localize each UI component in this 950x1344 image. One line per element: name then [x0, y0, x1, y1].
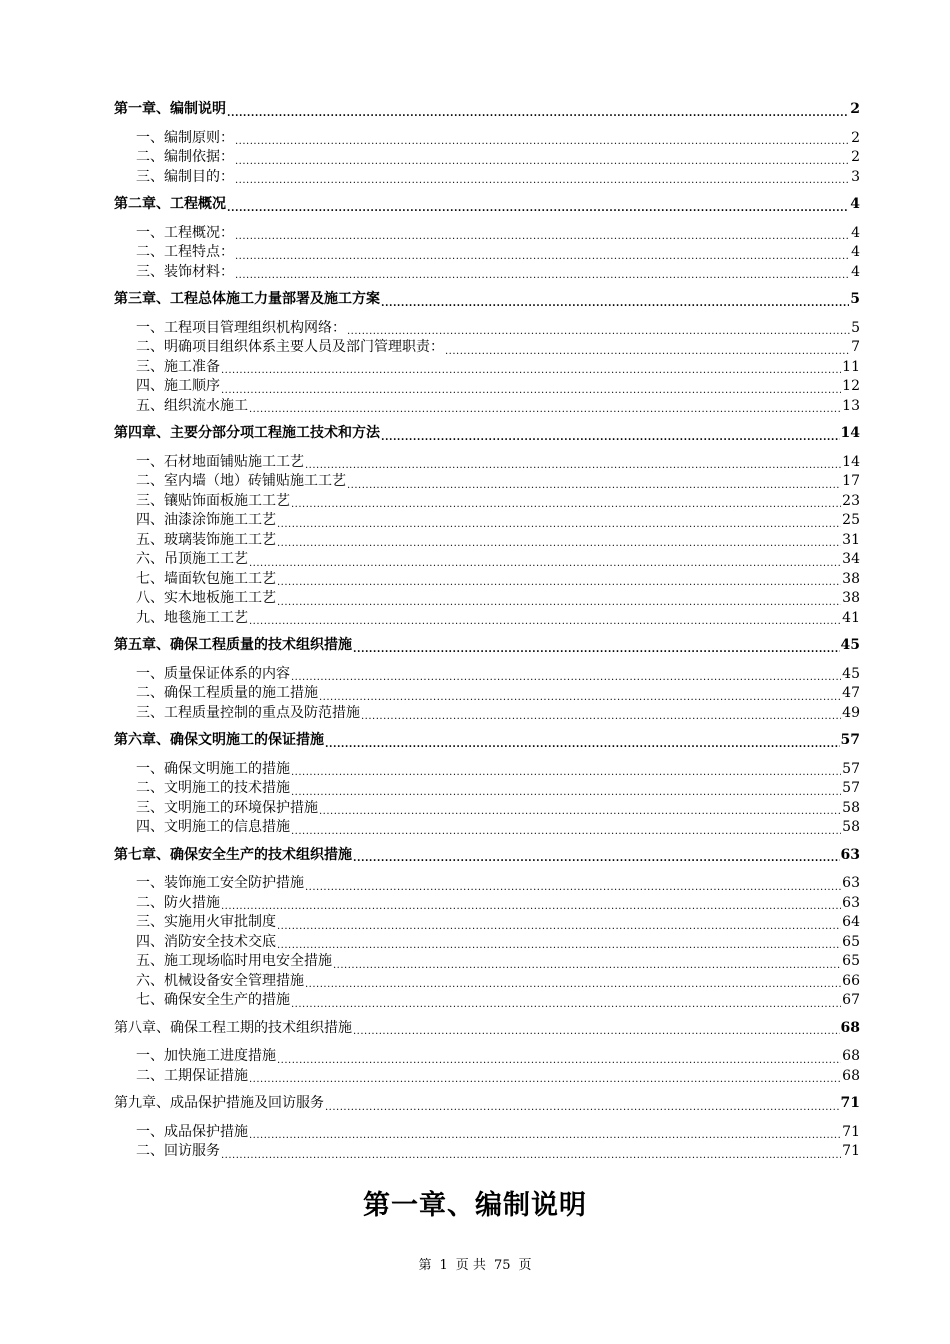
- toc-chapter-entry-label: 第四章、主要分部分项工程施工技术和方法: [114, 425, 380, 441]
- toc-section-entry-page-number: 5: [851, 319, 860, 336]
- dot-leader: [249, 1130, 841, 1142]
- dot-leader: [227, 108, 849, 120]
- toc-section-entry-label: 二、工程特点：: [136, 244, 234, 260]
- toc-chapter-entry[interactable]: [114, 195, 860, 215]
- toc-section-entry-label: 二、文明施工的技术措施: [136, 780, 290, 796]
- table-of-contents: [114, 100, 860, 1162]
- toc-chapter-entry[interactable]: [114, 100, 860, 120]
- toc-section-entry-page-number: 38: [842, 590, 860, 606]
- toc-section-entry-page-number: 25: [842, 512, 860, 528]
- chapter-heading: 第一章、编制说明: [363, 1190, 587, 1221]
- footer-suffix: 页: [518, 1258, 532, 1273]
- dot-leader: [347, 326, 850, 338]
- toc-section-entry-label: 二、编制依据：: [136, 149, 234, 165]
- toc-section-entry[interactable]: [114, 453, 860, 473]
- toc-section-entry[interactable]: [114, 397, 860, 417]
- toc-section-entry-label: 七、墙面软包施工工艺: [136, 570, 276, 587]
- toc-section-entry-page-number: 57: [842, 760, 860, 777]
- toc-section-entry-label: 八、实木地板施工工艺: [136, 590, 276, 606]
- dot-leader: [277, 921, 841, 933]
- toc-chapter-entry-label: 第五章、确保工程质量的技术组织措施: [114, 637, 352, 653]
- dot-leader: [445, 346, 850, 358]
- dot-leader: [291, 999, 841, 1011]
- dot-leader: [333, 960, 841, 972]
- toc-section-entry[interactable]: [114, 1067, 860, 1087]
- toc-section-entry[interactable]: [114, 1123, 860, 1143]
- toc-section-entry-label: 二、回访服务: [136, 1143, 220, 1159]
- dot-leader: [381, 432, 840, 444]
- toc-section-entry[interactable]: [114, 168, 860, 188]
- toc-chapter-entry-page-number: 2: [850, 101, 860, 117]
- toc-section-entry[interactable]: [114, 511, 860, 531]
- footer-current-page: 1: [439, 1258, 448, 1273]
- toc-section-entry[interactable]: [114, 933, 860, 953]
- footer-total-pages: 75: [493, 1258, 511, 1273]
- toc-section-entry-label: 三、工程质量控制的重点及防范措施: [136, 704, 360, 721]
- toc-section-entry-label: 三、镶贴饰面板施工工艺: [136, 492, 290, 509]
- toc-section-entry-label: 五、玻璃装饰施工工艺: [136, 531, 276, 548]
- toc-section-entry-label: 四、消防安全技术交底: [136, 933, 276, 950]
- toc-section-entry-label: 五、组织流水施工: [136, 397, 248, 414]
- toc-chapter-entry-page-number: 14: [840, 425, 860, 441]
- footer-mid: 页 共: [455, 1258, 486, 1273]
- toc-section-entry[interactable]: [114, 913, 860, 933]
- toc-section-entry[interactable]: [114, 129, 860, 149]
- toc-section-entry-label: 三、文明施工的环境保护措施: [136, 799, 318, 816]
- toc-chapter-entry-page-number: 63: [840, 846, 860, 863]
- dot-leader: [305, 460, 841, 472]
- toc-chapter-entry-label: 第二章、工程概况: [114, 196, 226, 212]
- dot-leader: [277, 519, 841, 531]
- toc-section-entry-label: 一、加快施工进度措施: [136, 1048, 276, 1064]
- dot-leader: [235, 231, 850, 243]
- toc-chapter-entry-label: 第七章、确保安全生产的技术组织措施: [114, 846, 352, 863]
- toc-chapter-entry[interactable]: [114, 846, 860, 866]
- dot-leader: [291, 767, 841, 779]
- toc-section-entry-page-number: 11: [842, 358, 860, 375]
- toc-section-entry-label: 一、成品保护措施: [136, 1123, 248, 1140]
- toc-section-entry-page-number: 41: [842, 609, 860, 626]
- toc-section-entry-page-number: 2: [851, 129, 860, 146]
- toc-section-entry-label: 三、实施用火审批制度: [136, 914, 276, 930]
- toc-section-entry[interactable]: [114, 991, 860, 1011]
- dot-leader: [277, 577, 841, 589]
- toc-section-entry[interactable]: [114, 319, 860, 339]
- page-footer: [0, 1254, 950, 1273]
- dot-leader: [235, 175, 850, 187]
- toc-section-entry-label: 一、装饰施工安全防护措施: [136, 875, 304, 891]
- toc-chapter-entry-label: 第六章、确保文明施工的保证措施: [114, 732, 324, 748]
- toc-section-entry[interactable]: [114, 779, 860, 799]
- toc-section-entry[interactable]: [114, 665, 860, 685]
- dot-leader: [291, 499, 841, 511]
- dot-leader: [325, 739, 840, 751]
- toc-section-entry-label: 九、地毯施工工艺: [136, 609, 248, 626]
- toc-section-entry-page-number: 66: [842, 972, 860, 989]
- toc-section-entry-page-number: 63: [842, 875, 860, 891]
- dot-leader: [353, 1026, 840, 1038]
- toc-chapter-entry-label: 第八章、确保工程工期的技术组织措施: [114, 1019, 352, 1036]
- toc-section-entry[interactable]: [114, 243, 860, 263]
- dot-leader: [291, 826, 841, 838]
- toc-section-entry-page-number: 38: [842, 570, 860, 587]
- toc-section-entry[interactable]: [114, 894, 860, 914]
- toc-chapter-entry[interactable]: [114, 424, 860, 444]
- dot-leader: [277, 597, 841, 609]
- toc-section-entry-label: 三、施工准备: [136, 358, 220, 375]
- toc-section-entry-label: 七、确保安全生产的措施: [136, 992, 290, 1008]
- toc-section-entry-page-number: 68: [842, 1067, 860, 1084]
- toc-section-entry[interactable]: [114, 799, 860, 819]
- toc-section-entry-page-number: 64: [842, 914, 860, 930]
- dot-leader: [347, 480, 841, 492]
- dot-leader: [221, 1150, 841, 1162]
- toc-section-entry[interactable]: [114, 972, 860, 992]
- dot-leader: [291, 672, 841, 684]
- dot-leader: [361, 711, 841, 723]
- toc-section-entry-page-number: 65: [842, 933, 860, 950]
- toc-section-entry-label: 二、确保工程质量的施工措施: [136, 685, 318, 701]
- toc-chapter-entry[interactable]: [114, 1019, 860, 1039]
- toc-section-entry[interactable]: [114, 492, 860, 512]
- dot-leader: [319, 806, 841, 818]
- toc-chapter-entry-page-number: 57: [840, 732, 860, 748]
- dot-leader: [227, 203, 849, 215]
- dot-leader: [353, 853, 840, 865]
- toc-section-entry-label: 一、质量保证体系的内容: [136, 665, 290, 682]
- toc-section-entry-page-number: 2: [851, 149, 860, 165]
- toc-chapter-entry-page-number: 68: [840, 1019, 860, 1036]
- dot-leader: [353, 644, 840, 656]
- toc-chapter-entry-page-number: 5: [850, 291, 860, 307]
- toc-section-entry[interactable]: [114, 531, 860, 551]
- toc-section-entry[interactable]: [114, 952, 860, 972]
- toc-section-entry-label: 四、文明施工的信息措施: [136, 819, 290, 835]
- toc-section-entry-page-number: 47: [842, 685, 860, 701]
- toc-section-entry[interactable]: [114, 1142, 860, 1162]
- dot-leader: [235, 251, 850, 263]
- dot-leader: [249, 558, 841, 570]
- toc-section-entry-label: 一、确保文明施工的措施: [136, 760, 290, 777]
- toc-chapter-entry-label: 第九章、成品保护措施及回访服务: [114, 1095, 324, 1111]
- toc-chapter-entry-page-number: 71: [840, 1095, 860, 1111]
- toc-section-entry-page-number: 23: [842, 492, 860, 509]
- toc-chapter-entry[interactable]: [114, 636, 860, 656]
- toc-section-entry-label: 三、装饰材料：: [136, 263, 234, 280]
- toc-section-entry-label: 四、施工顺序: [136, 378, 220, 394]
- dot-leader: [381, 298, 849, 310]
- toc-section-entry[interactable]: [114, 377, 860, 397]
- dot-leader: [235, 156, 850, 168]
- dot-leader: [249, 616, 841, 628]
- toc-section-entry-label: 一、工程概况：: [136, 224, 234, 241]
- toc-section-entry-page-number: 65: [842, 953, 860, 969]
- toc-section-entry[interactable]: [114, 704, 860, 724]
- toc-section-entry-label: 二、工期保证措施: [136, 1067, 248, 1084]
- dot-leader: [249, 1074, 841, 1086]
- toc-section-entry-page-number: 4: [851, 263, 860, 280]
- toc-chapter-entry[interactable]: [114, 290, 860, 310]
- dot-leader: [277, 538, 841, 550]
- toc-section-entry-label: 二、室内墙（地）砖铺贴施工工艺: [136, 473, 346, 489]
- toc-section-entry-page-number: 58: [842, 819, 860, 835]
- toc-section-entry-page-number: 4: [851, 244, 860, 260]
- dot-leader: [235, 270, 850, 282]
- toc-section-entry-label: 一、工程项目管理组织机构网络：: [136, 319, 346, 336]
- toc-section-entry-page-number: 71: [842, 1143, 860, 1159]
- toc-section-entry[interactable]: [114, 609, 860, 629]
- footer-prefix: 第: [418, 1258, 432, 1273]
- toc-section-entry[interactable]: [114, 760, 860, 780]
- toc-section-entry[interactable]: [114, 338, 860, 358]
- toc-section-entry-page-number: 14: [842, 453, 860, 470]
- toc-chapter-entry-label: 第一章、编制说明: [114, 101, 226, 117]
- toc-chapter-entry-label: 第三章、工程总体施工力量部署及施工方案: [114, 291, 380, 307]
- toc-section-entry-page-number: 67: [842, 992, 860, 1008]
- toc-section-entry-page-number: 3: [851, 168, 860, 185]
- toc-section-entry[interactable]: [114, 224, 860, 244]
- toc-section-entry-page-number: 34: [842, 551, 860, 567]
- dot-leader: [305, 882, 841, 894]
- toc-section-entry-label: 二、防火措施: [136, 894, 220, 911]
- dot-leader: [221, 365, 841, 377]
- toc-section-entry-page-number: 13: [842, 397, 860, 414]
- toc-chapter-entry-page-number: 45: [840, 637, 860, 653]
- dot-leader: [277, 1055, 841, 1067]
- dot-leader: [325, 1102, 840, 1114]
- dot-leader: [305, 979, 841, 991]
- toc-section-entry-page-number: 45: [842, 665, 860, 682]
- toc-section-entry-label: 六、吊顶施工工艺: [136, 551, 248, 567]
- toc-section-entry-page-number: 58: [842, 799, 860, 816]
- dot-leader: [249, 404, 841, 416]
- toc-section-entry-label: 四、油漆涂饰施工工艺: [136, 512, 276, 528]
- toc-section-entry-page-number: 12: [842, 378, 860, 394]
- dot-leader: [235, 136, 850, 148]
- dot-leader: [277, 940, 841, 952]
- toc-section-entry[interactable]: [114, 550, 860, 570]
- toc-section-entry[interactable]: [114, 818, 860, 838]
- toc-chapter-entry[interactable]: [114, 731, 860, 751]
- toc-section-entry[interactable]: [114, 472, 860, 492]
- toc-section-entry[interactable]: [114, 874, 860, 894]
- toc-section-entry[interactable]: [114, 1047, 860, 1067]
- toc-section-entry[interactable]: [114, 358, 860, 378]
- dot-leader: [221, 385, 841, 397]
- toc-section-entry-page-number: 7: [851, 339, 860, 355]
- toc-section-entry[interactable]: [114, 570, 860, 590]
- toc-section-entry-page-number: 63: [842, 894, 860, 911]
- toc-section-entry[interactable]: [114, 684, 860, 704]
- dot-leader: [319, 692, 841, 704]
- toc-section-entry-page-number: 71: [842, 1123, 860, 1140]
- toc-section-entry-page-number: 17: [842, 473, 860, 489]
- toc-section-entry-label: 一、编制原则：: [136, 129, 234, 146]
- dot-leader: [291, 787, 841, 799]
- toc-chapter-entry-page-number: 4: [850, 196, 860, 212]
- toc-section-entry[interactable]: [114, 589, 860, 609]
- toc-section-entry-page-number: 68: [842, 1048, 860, 1064]
- toc-chapter-entry[interactable]: [114, 1094, 860, 1114]
- toc-section-entry-page-number: 57: [842, 780, 860, 796]
- toc-section-entry-page-number: 4: [851, 224, 860, 241]
- toc-section-entry-label: 六、机械设备安全管理措施: [136, 972, 304, 989]
- toc-section-entry-label: 五、施工现场临时用电安全措施: [136, 953, 332, 969]
- toc-section-entry[interactable]: [114, 148, 860, 168]
- toc-section-entry-label: 三、编制目的：: [136, 168, 234, 185]
- toc-section-entry-label: 一、石材地面铺贴施工工艺: [136, 453, 304, 470]
- dot-leader: [221, 901, 841, 913]
- toc-section-entry-label: 二、明确项目组织体系主要人员及部门管理职责：: [136, 339, 444, 355]
- toc-section-entry[interactable]: [114, 263, 860, 283]
- toc-section-entry-page-number: 49: [842, 704, 860, 721]
- toc-section-entry-page-number: 31: [842, 531, 860, 548]
